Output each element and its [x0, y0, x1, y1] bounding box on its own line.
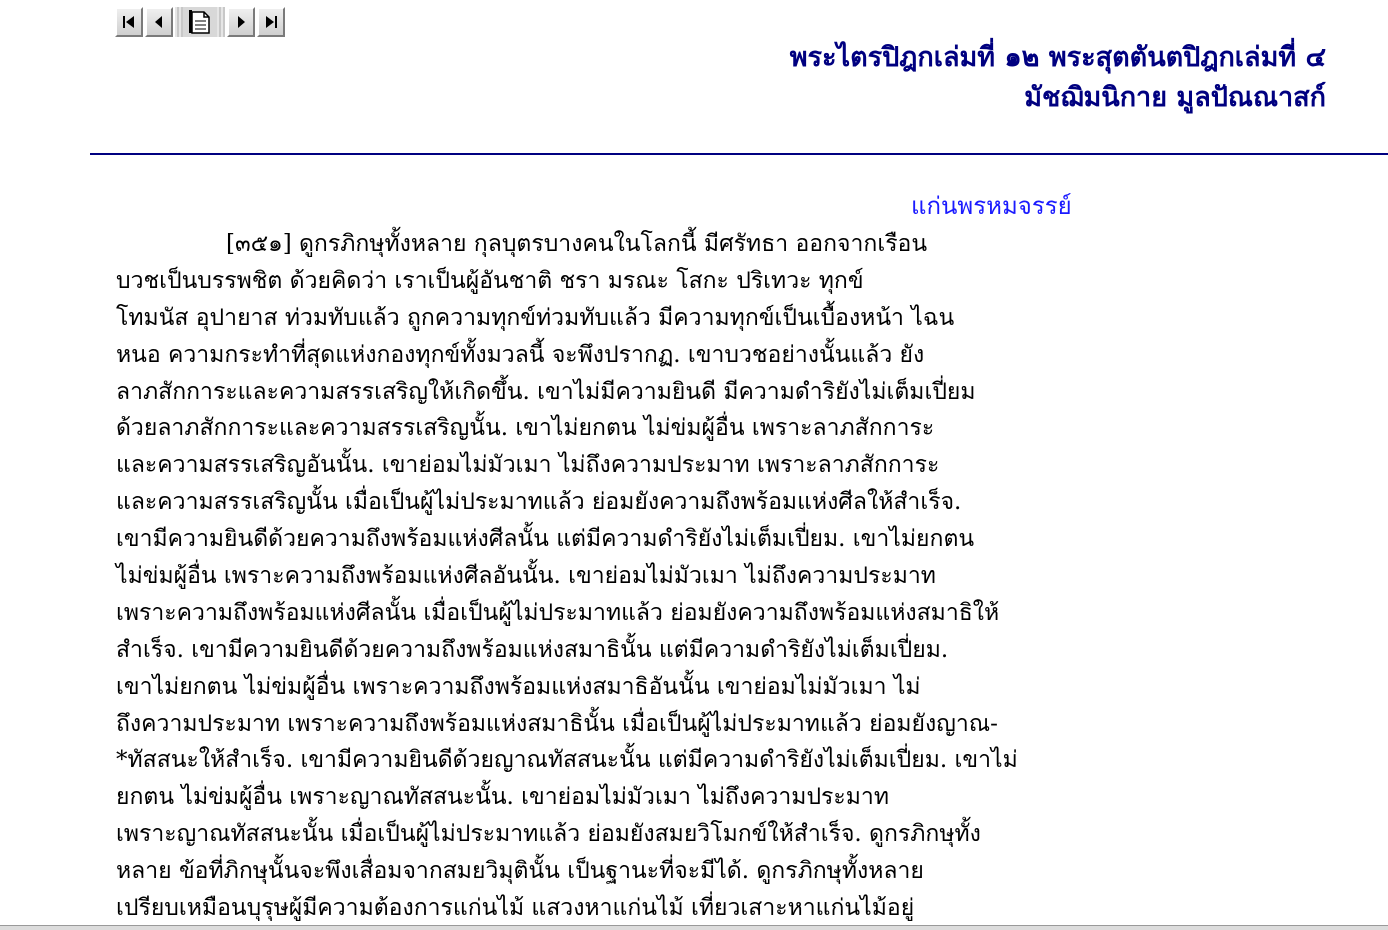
text-line: บวชเป็นบรรพชิต ด้วยคิดว่า เราเป็นผู้อันชาติ ชรา มรณะ โสกะ ปริเทวะ ทุกข์	[116, 267, 864, 294]
first-page-icon	[120, 13, 138, 31]
navigation-toolbar	[115, 6, 285, 38]
text-line: และความสรรเสริญอันนั้น. เขาย่อมไม่มัวเมา ไม่ถึงความประมาท เพราะลาภสักการะ	[116, 452, 940, 479]
toolbar-separator	[175, 7, 183, 37]
text-line: ลาภสักการะและความสรรเสริญให้เกิดขึ้น. เขาไม่มีความยินดี มีความดำริยังไม่เต็มเปี่ยม	[116, 378, 976, 405]
text-line: [๓๕๑] ดูกรภิกษุทั้งหลาย กุลบุตรบางคนในโลกนี้ มีศรัทธา ออกจากเรือน	[226, 231, 928, 257]
last-page-button[interactable]	[257, 7, 285, 37]
text-line: และความสรรเสริญนั้น เมื่อเป็นผู้ไม่ประมาทแล้ว ย่อมยังความถึงพร้อมแห่งศีลให้สำเร็จ.	[116, 489, 962, 516]
next-page-button[interactable]	[227, 7, 255, 37]
document-icon	[187, 8, 213, 36]
title-line-volume: พระไตรปิฎกเล่มที่ ๑๒ พระสุตตันตปิฎกเล่มที่ ๔	[789, 42, 1326, 73]
last-page-icon	[262, 13, 280, 31]
title-line-collection: มัชฌิมนิกาย มูลปัณณาสก์	[1024, 82, 1326, 113]
page-title	[790, 38, 1326, 118]
text-line: ยกตน ไม่ข่มผู้อื่น เพราะญาณทัสสนะนั้น. เขาย่อมไม่มัวเมา ไม่ถึงความประมาท	[116, 784, 889, 811]
text-line: หนอ ความกระทำที่สุดแห่งกองทุกข์ทั้งมวลนี้ จะพึงปรากฏ. เขาบวชอย่างนั้นแล้ว ยัง	[116, 341, 925, 368]
horizontal-scrollbar[interactable]	[0, 925, 1388, 930]
text-line: *ทัสสนะให้สำเร็จ. เขามีความยินดีด้วยญาณทัสสนะนั้น แต่มีความดำริยังไม่เต็มเปี่ยม. เขาไม่	[116, 747, 1018, 774]
text-line: เพราะความถึงพร้อมแห่งศีลนั้น เมื่อเป็นผู้ไม่ประมาทแล้ว ย่อมยังความถึงพร้อมแห่งสมาธิให้	[116, 599, 1000, 626]
text-line: ด้วยลาภสักการะและความสรรเสริญนั้น. เขาไม่ยกตน ไม่ข่มผู้อื่น เพราะลาภสักการะ	[116, 415, 935, 442]
text-line: เพราะญาณทัสสนะนั้น เมื่อเป็นผู้ไม่ประมาทแล้ว ย่อมยังสมยวิโมกข์ให้สำเร็จ. ดูกรภิกษุทั้ง	[116, 821, 981, 848]
text-line: เขาไม่ยกตน ไม่ข่มผู้อื่น เพราะความถึงพร้อมแห่งสมาธิอันนั้น เขาย่อมไม่มัวเมา ไม่	[116, 673, 921, 700]
previous-page-icon	[150, 13, 168, 31]
first-page-button[interactable]	[115, 7, 143, 37]
text-line: โทมนัส อุปายาส ท่วมทับแล้ว ถูกความทุกข์ท่วมทับแล้ว มีความทุกข์เป็นเบื้องหน้า ไฉน	[116, 304, 955, 331]
text-line: เปรียบเหมือนบุรุษผู้มีความต้องการแก่นไม้ แสวงหาแก่นไม้ เที่ยวเสาะหาแก่นไม้อยู่	[116, 895, 915, 922]
text-line: เขามีความยินดีด้วยความถึงพร้อมแห่งศีลนั้น แต่มีความดำริยังไม่เต็มเปี่ยม. เขาไม่ยกตน	[116, 526, 975, 553]
section-heading: แก่นพรหมจรรย์	[911, 192, 1072, 220]
text-line: ถึงความประมาท เพราะความถึงพร้อมแห่งสมาธินั้น เมื่อเป็นผู้ไม่ประมาทแล้ว ย่อมยังญาณ-	[116, 710, 998, 737]
header-divider	[90, 153, 1388, 155]
toolbar-separator	[217, 7, 225, 37]
document-button[interactable]	[183, 7, 217, 37]
next-page-icon	[232, 13, 250, 31]
text-line: สำเร็จ. เขามีความยินดีด้วยความถึงพร้อมแห่งสมาธินั้น แต่มีความดำริยังไม่เต็มเปี่ยม.	[116, 636, 949, 663]
previous-page-button[interactable]	[145, 7, 173, 37]
scripture-body	[116, 226, 1206, 927]
text-line: หลาย ข้อที่ภิกษุนั้นจะพึงเสื่อมจากสมยวิมุตินั้น เป็นฐานะที่จะมีได้. ดูกรภิกษุทั้งหลาย	[116, 858, 924, 885]
text-line: ไม่ข่มผู้อื่น เพราะความถึงพร้อมแห่งศีลอันนั้น. เขาย่อมไม่มัวเมา ไม่ถึงความประมาท	[116, 563, 936, 590]
